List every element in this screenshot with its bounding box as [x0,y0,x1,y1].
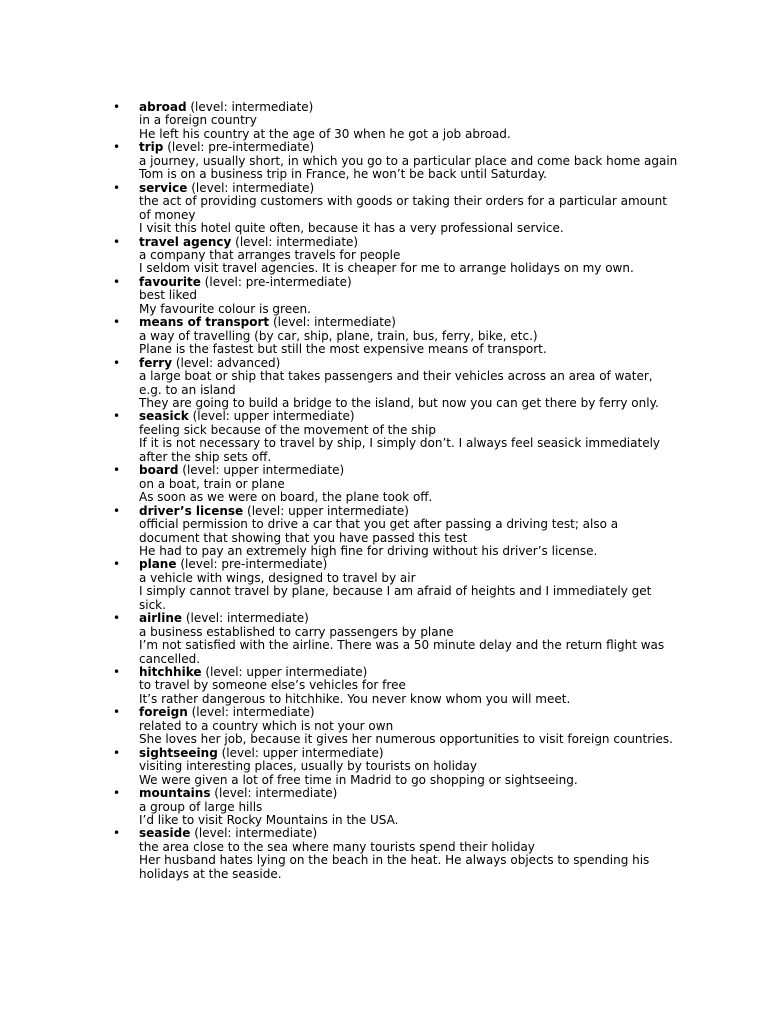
vocab-entry [0,276,679,316]
entry-word: trip [139,140,164,155]
entry-example: They are going to build a bridge to the island, but now you can get there by ferry only. [139,395,659,410]
vocab-entry [0,182,679,236]
entry-definition: a way of travelling (by car, ship, plane, train, bus, ferry, bike, etc.) [139,328,538,343]
entry-example: If it is not necessary to travel by ship, I simply don’t. I always feel seasick immediately after the ship sets off. [139,436,661,464]
vocab-entry [0,787,679,827]
vocab-entry [0,827,679,881]
entry-heading [139,464,679,477]
vocab-entry [0,505,679,559]
entry-definition: official permission to drive a car that you get after passing a driving test; also a document that showing that you have passed this test [139,517,619,545]
bullet-icon: • [113,705,121,720]
entry-heading [139,236,679,249]
entry-definition: a company that arranges travels for people [139,247,401,262]
entry-heading [139,558,679,571]
entry-heading [139,182,679,195]
bullet-icon: • [113,180,121,195]
entry-heading [139,141,679,154]
entry-heading [139,787,679,800]
entry-definition: on a boat, train or plane [139,476,285,491]
bullet-icon: • [113,745,121,760]
entry-example: She loves her job, because it gives her numerous opportunities to visit foreign countries. [139,732,673,747]
entry-heading [139,505,679,518]
vocab-entry [0,141,679,181]
entry-heading [139,706,679,719]
bullet-icon: • [113,611,121,626]
vocab-entry [0,747,679,787]
entry-word: seasick [139,409,189,424]
entry-example: My favourite colour is green. [139,301,311,316]
entry-word: abroad [139,100,187,114]
entry-example: We were given a lot of free time in Madrid to go shopping or sightseeing. [139,772,578,787]
entry-example: Plane is the fastest but still the most expensive means of transport. [139,342,547,357]
bullet-icon: • [113,463,121,478]
entry-heading [139,316,679,329]
bullet-icon: • [113,557,121,572]
entry-level: (level: intermediate) [273,315,396,330]
entry-word: favourite [139,274,201,289]
entry-word: mountains [139,786,211,801]
vocab-entry [0,101,679,141]
entry-level: (level: intermediate) [191,705,315,720]
entry-level: (level: upper intermediate) [182,463,345,478]
bullet-icon: • [113,100,121,114]
bullet-icon: • [113,665,121,680]
vocab-entry [0,410,679,464]
entry-definition: a journey, usually short, in which you go to a particular place and come back home again [139,153,678,168]
entry-word: airline [139,611,183,626]
entry-definition: the act of providing customers with goods or taking their orders for a particular amount of money [139,194,667,222]
entry-heading [139,827,679,840]
entry-definition: visiting interesting places, usually by tourists on holiday [139,759,477,774]
entry-definition: a vehicle with wings, designed to travel by air [139,570,416,585]
entry-definition: a business established to carry passengers by plane [139,624,454,639]
entry-example: I’m not satisfied with the airline. There was a 50 minute delay and the return flight was cancelled. [139,638,665,666]
entry-level: (level: pre-intermediate) [167,140,315,155]
vocab-entry [0,612,679,666]
entry-heading [139,410,679,423]
entry-word: plane [139,557,177,572]
entry-level: (level: intermediate) [190,100,314,114]
entry-heading [139,101,679,114]
entry-definition: in a foreign country [139,113,257,128]
entry-heading [139,747,679,760]
entry-level: (level: upper intermediate) [247,503,409,518]
document-page [0,101,768,881]
vocab-entry [0,357,679,411]
entry-level: (level: upper intermediate) [205,665,368,680]
entry-definition: feeling sick because of the movement of the ship [139,422,436,437]
entry-example: It’s rather dangerous to hitchhike. You never know whom you will meet. [139,691,571,706]
vocab-entry [0,558,679,612]
entry-word: driver’s license [139,503,244,518]
entry-level: (level: pre-intermediate) [204,274,352,289]
bullet-icon: • [113,786,121,801]
entry-definition: best liked [139,288,197,303]
entry-level: (level: advanced) [175,355,281,370]
entry-example: I’d like to visit Rocky Mountains in the USA. [139,813,399,828]
entry-level: (level: intermediate) [214,786,338,801]
vocab-entry [0,464,679,504]
bullet-icon: • [113,274,121,289]
entry-example: As soon as we were on board, the plane took off. [139,490,433,505]
vocabulary-list [0,101,768,881]
entry-example: He had to pay an extremely high fine for driving without his driver’s license. [139,543,598,558]
bullet-icon: • [113,315,121,330]
entry-word: sightseeing [139,745,218,760]
entry-definition: a group of large hills [139,799,263,814]
entry-word: means of transport [139,315,270,330]
entry-level: (level: upper intermediate) [192,409,355,424]
entry-word: hitchhike [139,665,202,680]
bullet-icon: • [113,140,121,155]
bullet-icon: • [113,826,121,841]
bullet-icon: • [113,409,121,424]
vocab-entry [0,706,679,746]
bullet-icon: • [113,355,121,370]
entry-example: He left his country at the age of 30 when he got a job abroad. [139,126,511,141]
entry-word: travel agency [139,234,232,249]
vocab-entry [0,236,679,276]
entry-word: board [139,463,179,478]
entry-level: (level: upper intermediate) [221,745,384,760]
entry-heading [139,612,679,625]
entry-example: I visit this hotel quite often, because it has a very professional service. [139,221,564,236]
entry-level: (level: intermediate) [235,234,359,249]
vocab-entry [0,666,679,706]
entry-word: foreign [139,705,188,720]
entry-definition: the area close to the sea where many tourists spend their holiday [139,839,535,854]
entry-level: (level: pre-intermediate) [180,557,328,572]
entry-example: I seldom visit travel agencies. It is cheaper for me to arrange holidays on my own. [139,261,634,276]
entry-heading [139,666,679,679]
entry-definition: related to a country which is not your own [139,718,394,733]
entry-definition: to travel by someone else’s vehicles for free [139,678,406,693]
entry-heading [139,276,679,289]
entry-definition: a large boat or ship that takes passengers and their vehicles across an area of water, e.g. to an island [139,369,653,397]
entry-level: (level: intermediate) [194,826,318,841]
vocab-entry [0,316,679,356]
bullet-icon: • [113,503,121,518]
entry-example: I simply cannot travel by plane, because I am afraid of heights and I immediately get sick. [139,584,652,612]
entry-word: service [139,180,188,195]
entry-level: (level: intermediate) [185,611,309,626]
bullet-icon: • [113,234,121,249]
entry-heading [139,357,679,370]
entry-example: Her husband hates lying on the beach in the heat. He always objects to spending his holidays at the seaside. [139,853,650,881]
entry-example: Tom is on a business trip in France, he won’t be back until Saturday. [139,167,547,182]
entry-word: seaside [139,826,191,841]
entry-word: ferry [139,355,173,370]
entry-level: (level: intermediate) [191,180,315,195]
